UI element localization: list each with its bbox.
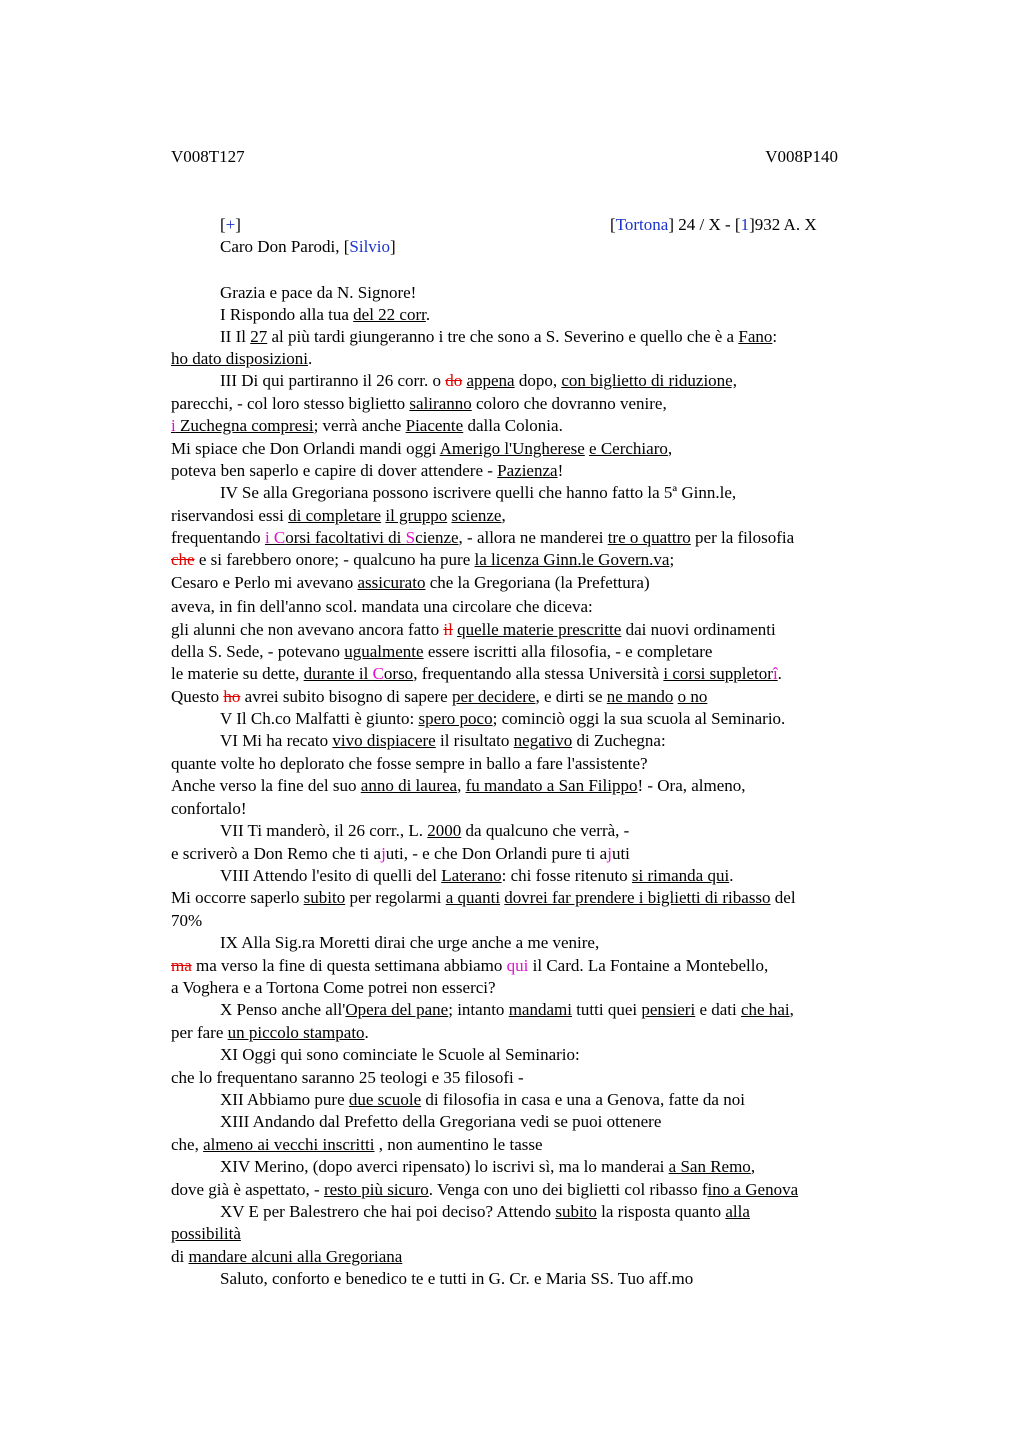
section-9-line-2: ma ma verso la fine di questa settimana abbiamo qui il Card. La Fontaine a Montebello, [171,956,769,975]
cross-mark: [+] [220,215,241,234]
page-code: V008P140 [765,147,838,166]
section-9-line-3: a Voghera e a Tortona Come potrei non esserci? [171,978,496,997]
section-9-line-1: IX Alla Sig.ra Moretti dirai che urge anche a me venire, [220,933,600,952]
salutation: Grazia e pace da N. Signore! [220,283,417,302]
section-10-line-2: per fare un piccolo stampato. [171,1023,369,1042]
section-4-line-8: della S. Sede, - potevano ugualmente essere iscritti alla filosofia, - e completare [171,642,713,661]
section-11-line-2: che lo frequentano saranno 25 teologi e 35 filosofi - [171,1068,524,1087]
letter-heading-line [220,214,884,236]
section-8-line-1: VIII Attendo l'esito di quelli del Laterano: chi fosse ritenuto si rimanda qui. [220,866,734,885]
section-8-line-3: 70% [171,911,203,930]
section-4-line-9: le materie su dette, durante il Corso, frequentando alla stessa Università i corsi suppletorî. [171,664,782,683]
section-10-line-1: X Penso anche all'Opera del pane; intanto mandami tutti quei pensieri e dati che hai, [220,1000,794,1019]
section-3-line-3: i Zuchegna compresi; verrà anche Piacente dalla Colonia. [171,416,563,435]
closing: Saluto, conforto e benedico te e tutti in G. Cr. e Maria SS. Tuo aff.mo [220,1269,694,1288]
section-5: V Il Ch.co Malfatti è giunto: spero poco; cominciò oggi la sua scuola al Seminario. [220,709,786,728]
section-1: I Rispondo alla tua del 22 corr. [220,305,431,324]
section-3-line-1: III Di qui partiranno il 26 corr. o do appena dopo, con biglietto di riduzione, [220,371,737,390]
section-7-line-2: e scriverò a Don Remo che ti ajuti, - e che Don Orlandi pure ti ajuti [171,844,630,863]
letter-greeting: Caro Don Parodi, [Silvio] [220,237,396,256]
section-3-line-5: poteva ben saperlo e capire di dover attendere - Pazienza! [171,461,564,480]
section-6-line-4: confortalo! [171,799,247,818]
section-14-line-1: XIV Merino, (dopo averci ripensato) lo iscrivi sì, ma lo manderai a San Remo, [220,1157,756,1176]
document-code: V008T127 [171,147,245,166]
section-14-line-2: dove già è aspettato, - resto più sicuro. Venga con uno dei biglietti col ribasso fino a Genova [171,1180,799,1199]
section-6-line-2: quante volte ho deplorato che fosse sempre in ballo a fare l'assistente? [171,754,648,773]
section-4-line-4: che e si farebbero onore; - qualcuno ha pure la licenza Ginn.le Govern.va; [171,550,675,569]
letter-date: [Tortona] 24 / X - [1]932 A. X [610,215,817,234]
section-4-line-3: frequentando i Corsi facoltativi di Scienze, - allora ne manderei tre o quattro per la filosofia [171,528,795,547]
section-13-line-1: XIII Andando dal Prefetto della Gregoriana vedi se puoi ottenere [220,1112,662,1131]
section-12: XII Abbiamo pure due scuole di filosofia in casa e una a Genova, fatte da noi [220,1090,745,1109]
section-3-line-4: Mi spiace che Don Orlandi mandi oggi Amerigo l'Ungherese e Cerchiaro, [171,439,673,458]
section-4-line-10: Questo ho avrei subito bisogno di sapere per decidere, e dirti se ne mando o no [171,687,708,706]
section-15-line-2: possibilità [171,1224,241,1243]
section-4-line-2: riservandosi essi di completare il gruppo scienze, [171,506,506,525]
section-2-line-2: ho dato disposizioni. [171,349,313,368]
section-11-line-1: XI Oggi qui sono cominciate le Scuole al Seminario: [220,1045,580,1064]
page-header [171,147,838,169]
section-6-line-3: Anche verso la fine del suo anno di laurea, fu mandato a San Filippo! - Ora, almeno, [171,776,746,795]
section-13-line-2: che, almeno ai vecchi inscritti , non aumentino le tasse [171,1135,543,1154]
section-15-line-3: di mandare alcuni alla Gregoriana [171,1247,403,1266]
section-15-line-1: XV E per Balestrero che hai poi deciso? Attendo subito la risposta quanto alla [220,1202,750,1221]
section-6-line-1: VI Mi ha recato vivo dispiacere il risultato negativo di Zuchegna: [220,731,666,750]
section-4-line-1: IV Se alla Gregoriana possono iscrivere quelli che hanno fatto la 5ª Ginn.le, [220,483,737,502]
section-7-line-1: VII Ti manderò, il 26 corr., L. 2000 da qualcuno che verrà, - [220,821,630,840]
section-2-line-1: II Il 27 al più tardi giungeranno i tre che sono a S. Severino e quello che è a Fano: [220,327,778,346]
section-3-line-2: parecchi, - col loro stesso biglietto saliranno coloro che dovranno venire, [171,394,667,413]
section-8-line-2: Mi occorre saperlo subito per regolarmi a quanti dovrei far prendere i biglietti di ribasso del [171,888,796,907]
section-4-line-7: gli alunni che non avevano ancora fatto il quelle materie prescritte dai nuovi ordinamenti [171,620,776,639]
section-4-line-5: Cesaro e Perlo mi avevano assicurato che la Gregoriana (la Prefettura) [171,573,650,592]
section-4-line-6: aveva, in fin dell'anno scol. mandata una circolare che diceva: [171,597,593,616]
